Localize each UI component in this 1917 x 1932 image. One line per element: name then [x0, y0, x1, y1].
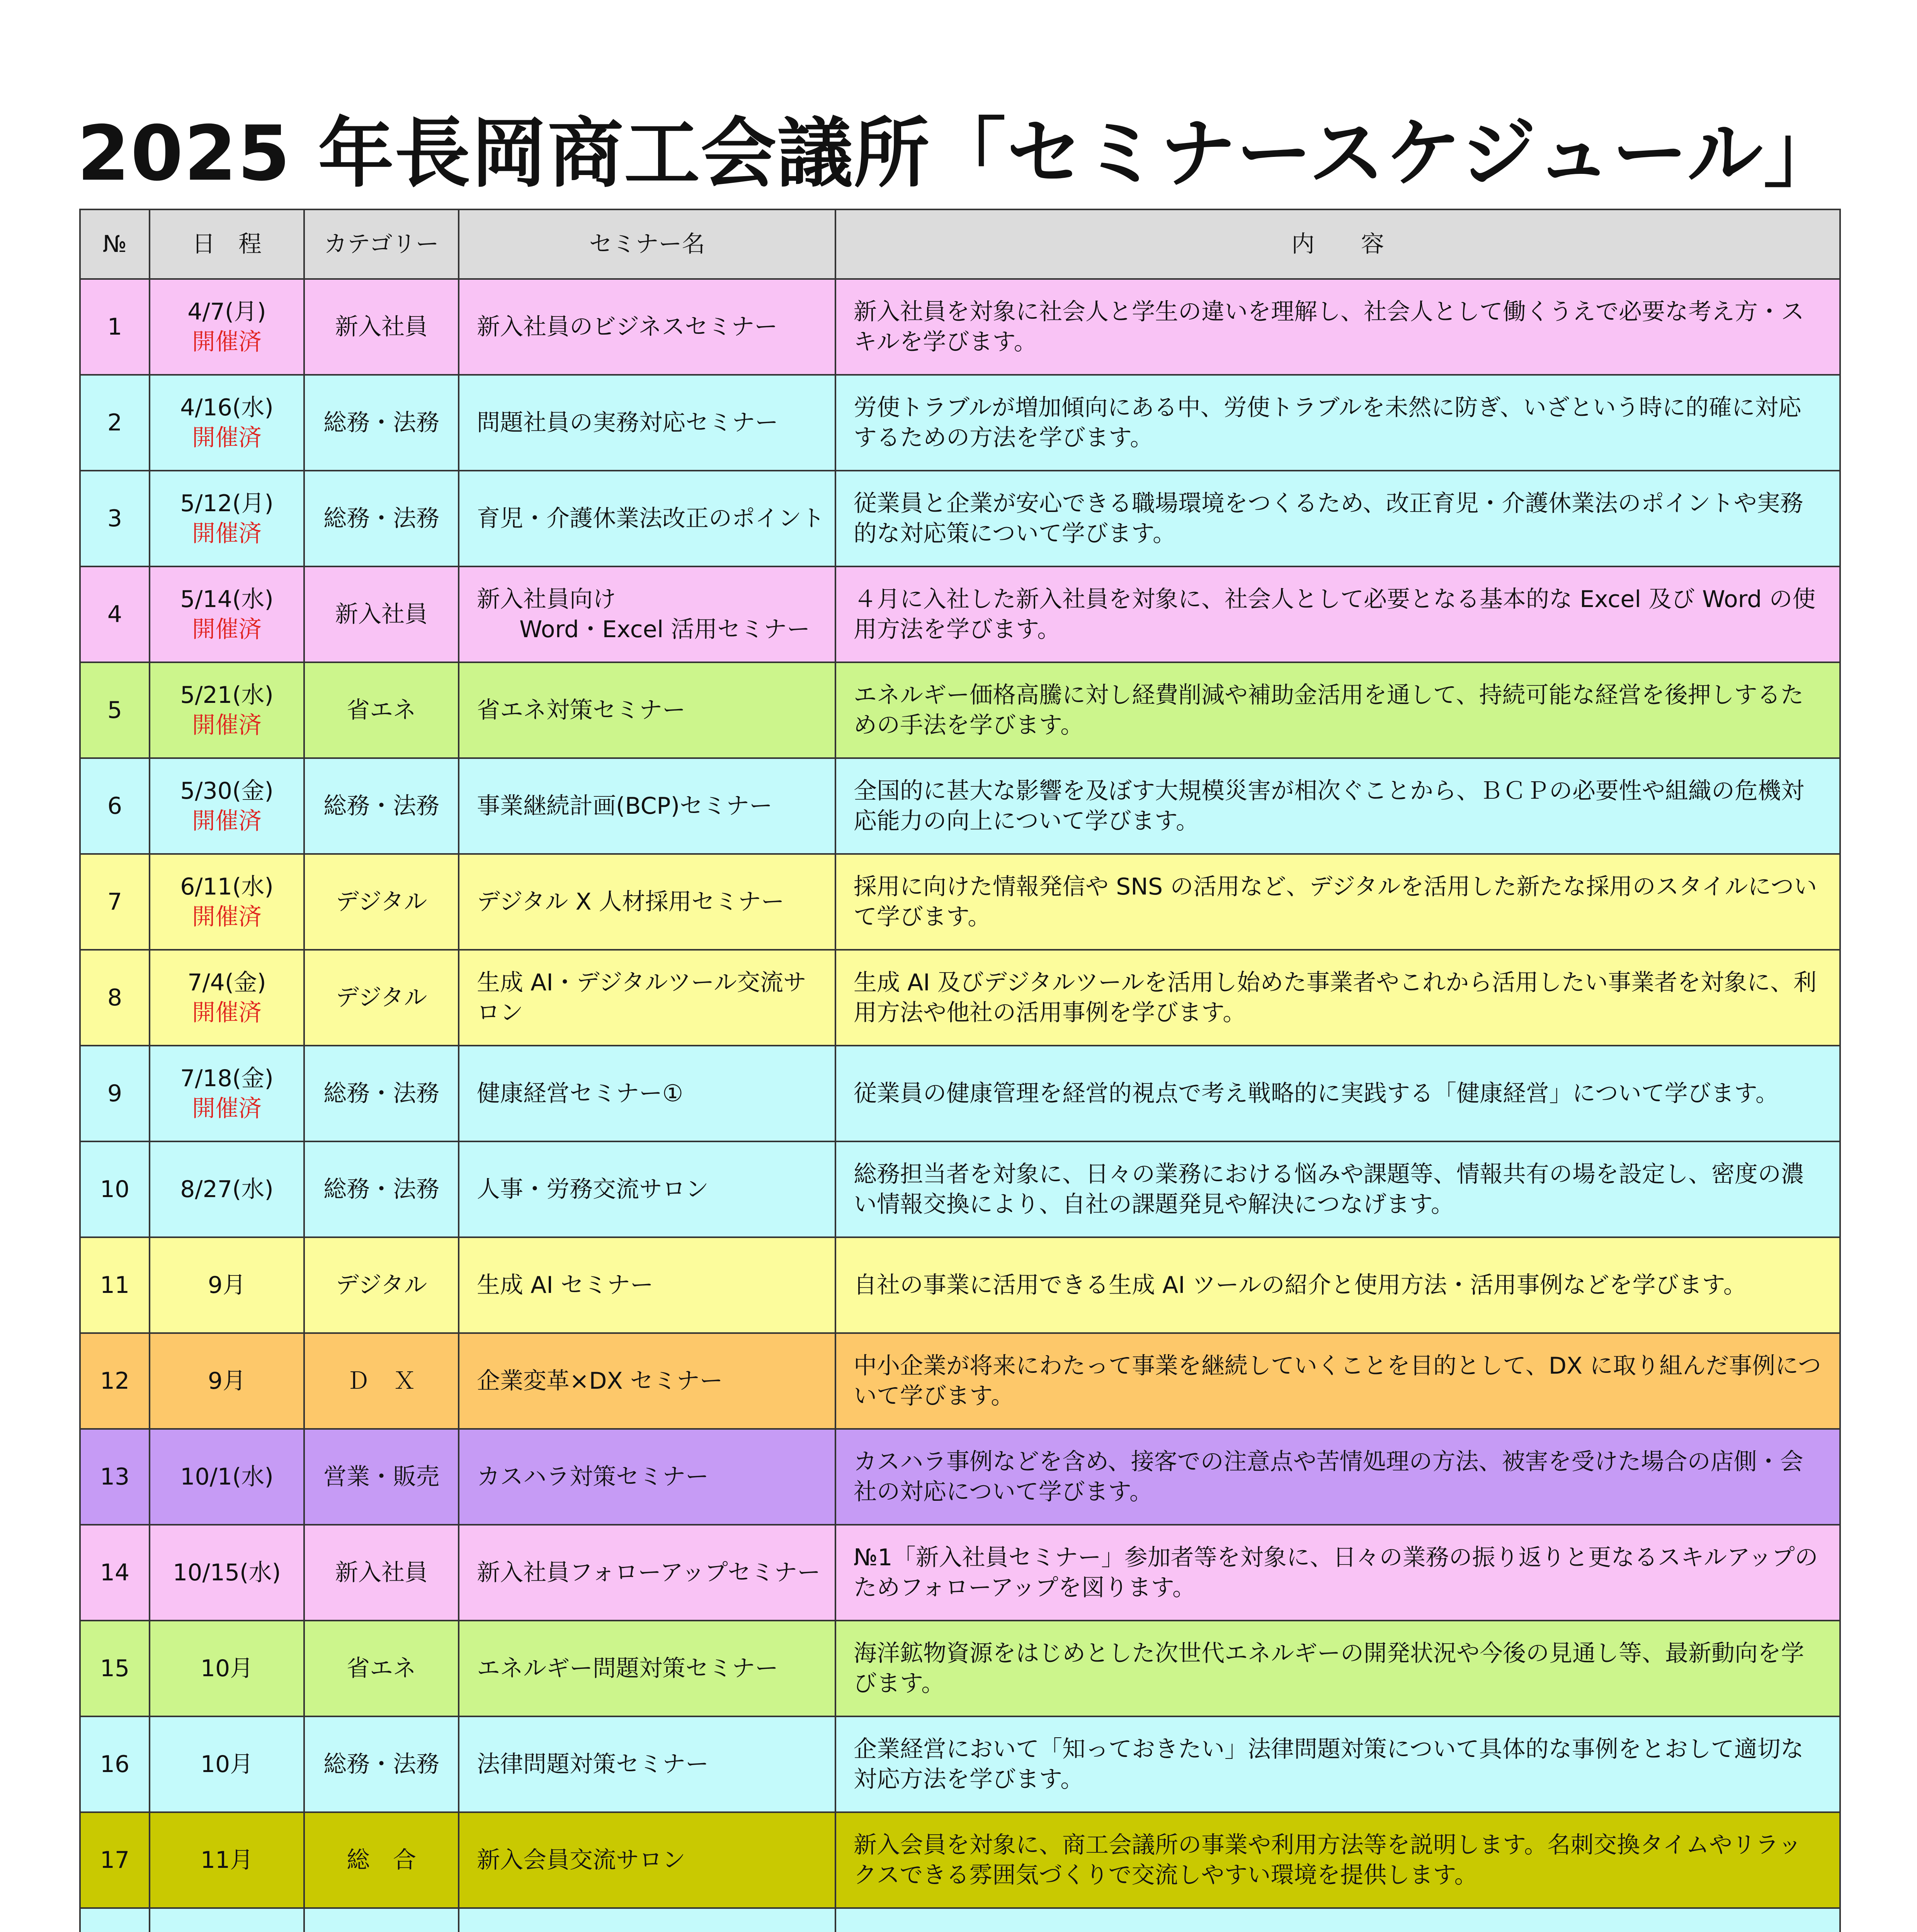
seminar-name-cell — [459, 1716, 835, 1812]
category-cell — [304, 1908, 459, 1932]
schedule-date — [150, 1716, 304, 1812]
schedule-date — [150, 662, 304, 758]
held-status: 開催済 — [192, 616, 262, 643]
category-cell: 新入社員 — [304, 566, 459, 662]
seminar-name-cell — [459, 1908, 835, 1932]
category-cell: 省エネ — [304, 1621, 459, 1716]
table-row — [80, 1141, 1840, 1237]
seminar-name: 新入会員交流サロン — [477, 1847, 685, 1874]
header-seminar-name: セミナー名 — [459, 209, 835, 279]
seminar-name-cell — [459, 566, 835, 662]
content-cell: 従業員と企業が安心できる職場環境をつくるため、改正育児・介護休業法のポイントや実務的な対応策について学びます。 — [835, 471, 1840, 566]
seminar-name: 人事・労務交流サロン — [477, 1176, 709, 1203]
seminar-name-line2: Word・Excel 活用セミナー — [519, 616, 810, 643]
category-cell: 総務・法務 — [304, 375, 459, 471]
content-cell: 自社の事業に活用できる生成 AI ツールの紹介と使用方法・活用事例などを学びます。 — [835, 1237, 1840, 1333]
seminar-name: デジタル X 人材採用セミナー — [477, 888, 784, 915]
table-row — [80, 1237, 1840, 1333]
content-cell: 従業員の健康管理を経営的視点で考え戦略的に実践する「健康経営」について学びます。 — [835, 1046, 1840, 1141]
category-cell: デジタル — [304, 950, 459, 1046]
schedule-date — [150, 854, 304, 950]
content-cell: 採用に向けた情報発信や SNS の活用など、デジタルを活用した新たな採用のスタイルについて学びます。 — [835, 854, 1840, 950]
seminar-name-cell — [459, 1046, 835, 1141]
seminar-name: 新入社員向け — [477, 586, 616, 613]
seminar-name: 企業変革×DX セミナー — [477, 1367, 723, 1395]
seminar-name-cell — [459, 1525, 835, 1621]
schedule-date — [150, 1141, 304, 1237]
row-number: 17 — [80, 1812, 150, 1908]
seminar-name-cell — [459, 1429, 835, 1525]
seminar-name-cell — [459, 1237, 835, 1333]
content-cell — [835, 1908, 1840, 1932]
content-cell: ４月に入社した新入社員を対象に、社会人として必要となる基本的な Excel 及び Word の使用方法を学びます。 — [835, 566, 1840, 662]
table-row — [80, 1333, 1840, 1429]
row-number: 8 — [80, 950, 150, 1046]
schedule-date — [150, 758, 304, 854]
date-text: 4/7(月) — [187, 298, 266, 325]
seminar-name: 事業継続計画(BCP)セミナー — [477, 793, 772, 820]
schedule-date — [150, 375, 304, 471]
seminar-name: 生成 AI セミナー — [477, 1272, 653, 1299]
table-row — [80, 375, 1840, 471]
category-cell: 総務・法務 — [304, 758, 459, 854]
held-status: 開催済 — [192, 328, 262, 355]
date-text: 4/16(水) — [180, 394, 274, 421]
seminar-name-cell — [459, 662, 835, 758]
seminar-name-cell — [459, 854, 835, 950]
table-row — [80, 1621, 1840, 1716]
seminar-name-cell — [459, 950, 835, 1046]
date-text: 11月 — [200, 1847, 253, 1874]
table-row — [80, 950, 1840, 1046]
seminar-name: 省エネ対策セミナー — [477, 697, 685, 724]
content-cell: 新入会員を対象に、商工会議所の事業や利用方法等を説明します。名刺交換タイムやリラックスできる雰囲気づくりで交流しやすい環境を提供します。 — [835, 1812, 1840, 1908]
seminar-name-cell — [459, 758, 835, 854]
seminar-name-cell — [459, 471, 835, 566]
date-text: 7/18(金) — [180, 1065, 274, 1092]
table-row — [80, 1046, 1840, 1141]
row-number: 16 — [80, 1716, 150, 1812]
row-number: 7 — [80, 854, 150, 950]
row-number: 15 — [80, 1621, 150, 1716]
row-number: 5 — [80, 662, 150, 758]
table-row — [80, 854, 1840, 950]
row-number: 13 — [80, 1429, 150, 1525]
row-number: 12 — [80, 1333, 150, 1429]
seminar-name: 新入社員フォローアップセミナー — [477, 1559, 821, 1586]
schedule-date — [150, 1333, 304, 1429]
category-cell: 新入社員 — [304, 279, 459, 375]
seminar-name-cell — [459, 1621, 835, 1716]
category-cell: Ｄ Ｘ — [304, 1333, 459, 1429]
held-status: 開催済 — [192, 903, 262, 930]
seminar-name: 法律問題対策セミナー — [477, 1751, 709, 1778]
schedule-date — [150, 279, 304, 375]
row-number: 2 — [80, 375, 150, 471]
content-cell: 企業経営において「知っておきたい」法律問題対策について具体的な事例をとおして適切な対応方法を学びます。 — [835, 1716, 1840, 1812]
table-row — [80, 566, 1840, 662]
date-text: 10月 — [200, 1751, 253, 1778]
date-text: 9月 — [208, 1367, 246, 1395]
page-title: 2025 年長岡商工会議所「セミナースケジュール」 — [77, 110, 1840, 198]
table-row — [80, 1908, 1840, 1932]
table-row — [80, 1429, 1840, 1525]
seminar-name-cell — [459, 1333, 835, 1429]
header-content: 内 容 — [835, 209, 1840, 279]
held-status: 開催済 — [192, 520, 262, 547]
table-row — [80, 1716, 1840, 1812]
content-cell: エネルギー価格高騰に対し経費削減や補助金活用を通して、持続可能な経営を後押しするための手法を学びます。 — [835, 662, 1840, 758]
date-text: 6/11(水) — [180, 873, 274, 900]
date-text: 5/21(水) — [180, 682, 274, 709]
table-row — [80, 758, 1840, 854]
table-body — [80, 279, 1840, 1932]
category-cell: 総務・法務 — [304, 1046, 459, 1141]
date-text: 8/27(水) — [180, 1176, 274, 1203]
date-text: 5/14(水) — [180, 586, 274, 613]
content-cell: 労使トラブルが増加傾向にある中、労使トラブルを未然に防ぎ、いざという時に的確に対応するための方法を学びます。 — [835, 375, 1840, 471]
seminar-name: 問題社員の実務対応セミナー — [477, 409, 778, 436]
content-cell: 総務担当者を対象に、日々の業務における悩みや課題等、情報共有の場を設定し、密度の濃い情報交換により、自社の課題発見や解決につなげます。 — [835, 1141, 1840, 1237]
held-status: 開催済 — [192, 712, 262, 739]
seminar-name: エネルギー問題対策セミナー — [477, 1655, 778, 1682]
content-cell: カスハラ事例などを含め、接客での注意点や苦情処理の方法、被害を受けた場合の店側・会社の対応について学びます。 — [835, 1429, 1840, 1525]
table-header-row — [80, 209, 1840, 279]
content-cell: 海洋鉱物資源をはじめとした次世代エネルギーの開発状況や今後の見通し等、最新動向を学びます。 — [835, 1621, 1840, 1716]
date-text: 5/12(月) — [180, 490, 274, 517]
schedule-date — [150, 1429, 304, 1525]
schedule-date — [150, 1812, 304, 1908]
category-cell: 総務・法務 — [304, 471, 459, 566]
header-no: № — [80, 209, 150, 279]
category-cell: 総 合 — [304, 1812, 459, 1908]
category-cell: 総務・法務 — [304, 1716, 459, 1812]
schedule-date — [150, 1046, 304, 1141]
held-status: 開催済 — [192, 808, 262, 835]
content-cell: 全国的に甚大な影響を及ぼす大規模災害が相次ぐことから、ＢＣＰの必要性や組織の危機対応能力の向上について学びます。 — [835, 758, 1840, 854]
schedule-date — [150, 1237, 304, 1333]
row-number: 3 — [80, 471, 150, 566]
header-date: 日 程 — [150, 209, 304, 279]
category-cell: 総務・法務 — [304, 1141, 459, 1237]
date-text: 9月 — [208, 1272, 246, 1299]
content-cell: 生成 AI 及びデジタルツールを活用し始めた事業者やこれから活用したい事業者を対象に、利用方法や他社の活用事例を学びます。 — [835, 950, 1840, 1046]
row-number: 10 — [80, 1141, 150, 1237]
held-status: 開催済 — [192, 424, 262, 451]
row-number: 6 — [80, 758, 150, 854]
schedule-date — [150, 471, 304, 566]
date-text: 10/1(水) — [180, 1463, 274, 1490]
category-cell: デジタル — [304, 1237, 459, 1333]
seminar-name-cell — [459, 279, 835, 375]
seminar-name: 生成 AI・デジタルツール交流サロン — [477, 969, 807, 1026]
seminar-name: 育児・介護休業法改正のポイント — [477, 505, 825, 532]
held-status: 開催済 — [192, 1095, 262, 1122]
table-row — [80, 471, 1840, 566]
table-row — [80, 662, 1840, 758]
row-number: 4 — [80, 566, 150, 662]
category-cell: 新入社員 — [304, 1525, 459, 1621]
date-text: 7/4(金) — [187, 969, 266, 996]
schedule-date — [150, 566, 304, 662]
row-number: 1 — [80, 279, 150, 375]
table-row — [80, 1812, 1840, 1908]
seminar-name-cell — [459, 1812, 835, 1908]
table-row — [80, 279, 1840, 375]
date-text: 10月 — [200, 1655, 253, 1682]
row-number: 14 — [80, 1525, 150, 1621]
row-number: 9 — [80, 1046, 150, 1141]
schedule-date — [150, 1621, 304, 1716]
category-cell: デジタル — [304, 854, 459, 950]
held-status: 開催済 — [192, 999, 262, 1026]
schedule-date — [150, 1525, 304, 1621]
date-text: 10/15(水) — [173, 1559, 281, 1586]
row-number — [80, 1908, 150, 1932]
seminar-name-cell — [459, 1141, 835, 1237]
row-number: 11 — [80, 1237, 150, 1333]
content-cell: 新入社員を対象に社会人と学生の違いを理解し、社会人として働くうえで必要な考え方・スキルを学びます。 — [835, 279, 1840, 375]
table-row — [80, 1525, 1840, 1621]
seminar-name: カスハラ対策セミナー — [477, 1463, 709, 1490]
schedule-date — [150, 1908, 304, 1932]
content-cell: 中小企業が将来にわたって事業を継続していくことを目的として、DX に取り組んだ事例について学びます。 — [835, 1333, 1840, 1429]
seminar-name-cell — [459, 375, 835, 471]
category-cell: 省エネ — [304, 662, 459, 758]
schedule-date — [150, 950, 304, 1046]
seminar-name: 新入社員のビジネスセミナー — [477, 313, 778, 340]
date-text: 5/30(金) — [180, 777, 274, 804]
seminar-schedule-table — [79, 209, 1841, 1932]
category-cell: 営業・販売 — [304, 1429, 459, 1525]
seminar-name: 健康経営セミナー① — [477, 1080, 683, 1107]
content-cell: №1「新入社員セミナー」参加者等を対象に、日々の業務の振り返りと更なるスキルアップのためフォローアップを図ります。 — [835, 1525, 1840, 1621]
header-category: カテゴリー — [304, 209, 459, 279]
